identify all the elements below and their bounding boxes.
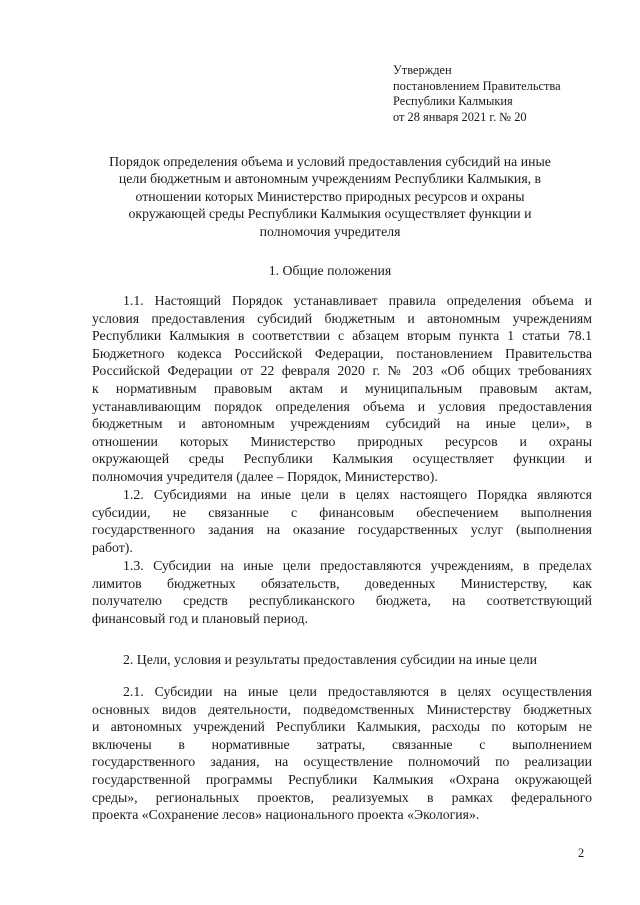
paragraph-line: проекта «Сохранение лесов» национального проекта «Экология».	[92, 807, 480, 823]
paragraph-line: Республики Калмыкия в соответствии с абзацем вторым пункта 1 статьи 78.1	[92, 328, 592, 344]
paragraph-line: финансовый год и плановый период.	[92, 610, 309, 626]
approval-line: от 28 января 2021 г. № 20	[393, 109, 527, 124]
paragraph-line: основных видов деятельности, подведомственных Министерству бюджетных	[92, 701, 592, 717]
paragraph-1-3	[92, 557, 592, 627]
paragraph-line: окружающей среды Республики Калмыкия осуществляет функции и	[92, 451, 592, 467]
section-2-heading: 2. Цели, условия и результаты предоставления субсидии на иные цели	[123, 652, 537, 667]
paragraph-line: 2.1. Субсидии на иные цели предоставляются в целях осуществления	[123, 684, 592, 699]
paragraph-line: 1.2. Субсидиями на иные цели в целях настоящего Порядка являются	[123, 487, 592, 502]
paragraph-line: и автономных учреждений Республики Калмыкия, расходы по которым не	[92, 719, 592, 735]
paragraph-line: Бюджетного кодекса Российской Федерации, постановлением Правительства	[92, 345, 592, 361]
title-line: полномочия учредителя	[259, 223, 401, 239]
approval-line: Республики Калмыкия	[393, 94, 513, 108]
approval-stamp	[393, 63, 613, 125]
paragraph-line: государственной программы Республики Калмыкия «Охрана окружающей	[92, 771, 592, 787]
title-line: отношении которых Министерство природных ресурсов и охраны	[135, 188, 525, 204]
paragraph-line: государственного задания на оказание государственных услуг (выполнения	[92, 522, 592, 538]
section-1-heading: 1. Общие положения	[268, 263, 392, 278]
paragraph-line: устанавливающим порядок определения объема и условия предоставления	[92, 398, 592, 414]
paragraph-line: 1.1. Настоящий Порядок устанавливает правила определения объема и	[123, 293, 592, 308]
title-line: цели бюджетным и автономным учреждениям Республики Калмыкия, в	[118, 171, 542, 187]
paragraph-line: работ).	[92, 539, 133, 555]
paragraph-line: условия предоставления субсидий бюджетным и автономным учреждениям	[92, 310, 592, 326]
title-line: окружающей среды Республики Калмыкия осуществляет функции и	[128, 206, 532, 222]
document-title	[80, 153, 580, 240]
paragraph-2-1	[92, 683, 592, 824]
paragraph-line: среды», региональных проектов, реализуемых в рамках федерального	[92, 789, 592, 805]
paragraph-line: государственного задания, на осуществление полномочий по реализации	[92, 754, 592, 770]
paragraph-line: получателю средств республиканского бюджета, на соответствующий	[92, 593, 592, 609]
paragraph-line: 1.3. Субсидии на иные цели предоставляются учреждениям, в пределах	[123, 558, 592, 573]
paragraph-line: лимитов бюджетных обязательств, доведенных Министерству, как	[92, 575, 592, 591]
paragraph-line: к нормативным правовым актам и муниципальным правовым актам,	[92, 380, 592, 396]
paragraph-line: субсидии, не связанные с финансовым обеспечением выполнения	[92, 504, 592, 520]
paragraph-line: бюджетным и автономным учреждениям субсидий на иные цели», в	[92, 416, 592, 432]
approval-line: постановлением Правительства	[393, 78, 561, 93]
page-number: 2	[578, 846, 585, 860]
paragraph-line: полномочия учредителя (далее – Порядок, Министерство).	[92, 468, 438, 484]
paragraph-line: включены в нормативные затраты, связанные с выполнением	[92, 736, 592, 752]
paragraph-1-1	[92, 292, 592, 486]
title-line: Порядок определения объема и условий предоставления субсидий на иные	[109, 154, 551, 169]
paragraph-line: Российской Федерации от 22 февраля 2020 г. № 203 «Об общих требованиях	[92, 363, 592, 379]
approval-line: Утвержден	[393, 63, 452, 77]
paragraph-line: отношении которых Министерство природных ресурсов и охраны	[92, 433, 592, 449]
paragraph-1-2	[92, 486, 592, 556]
